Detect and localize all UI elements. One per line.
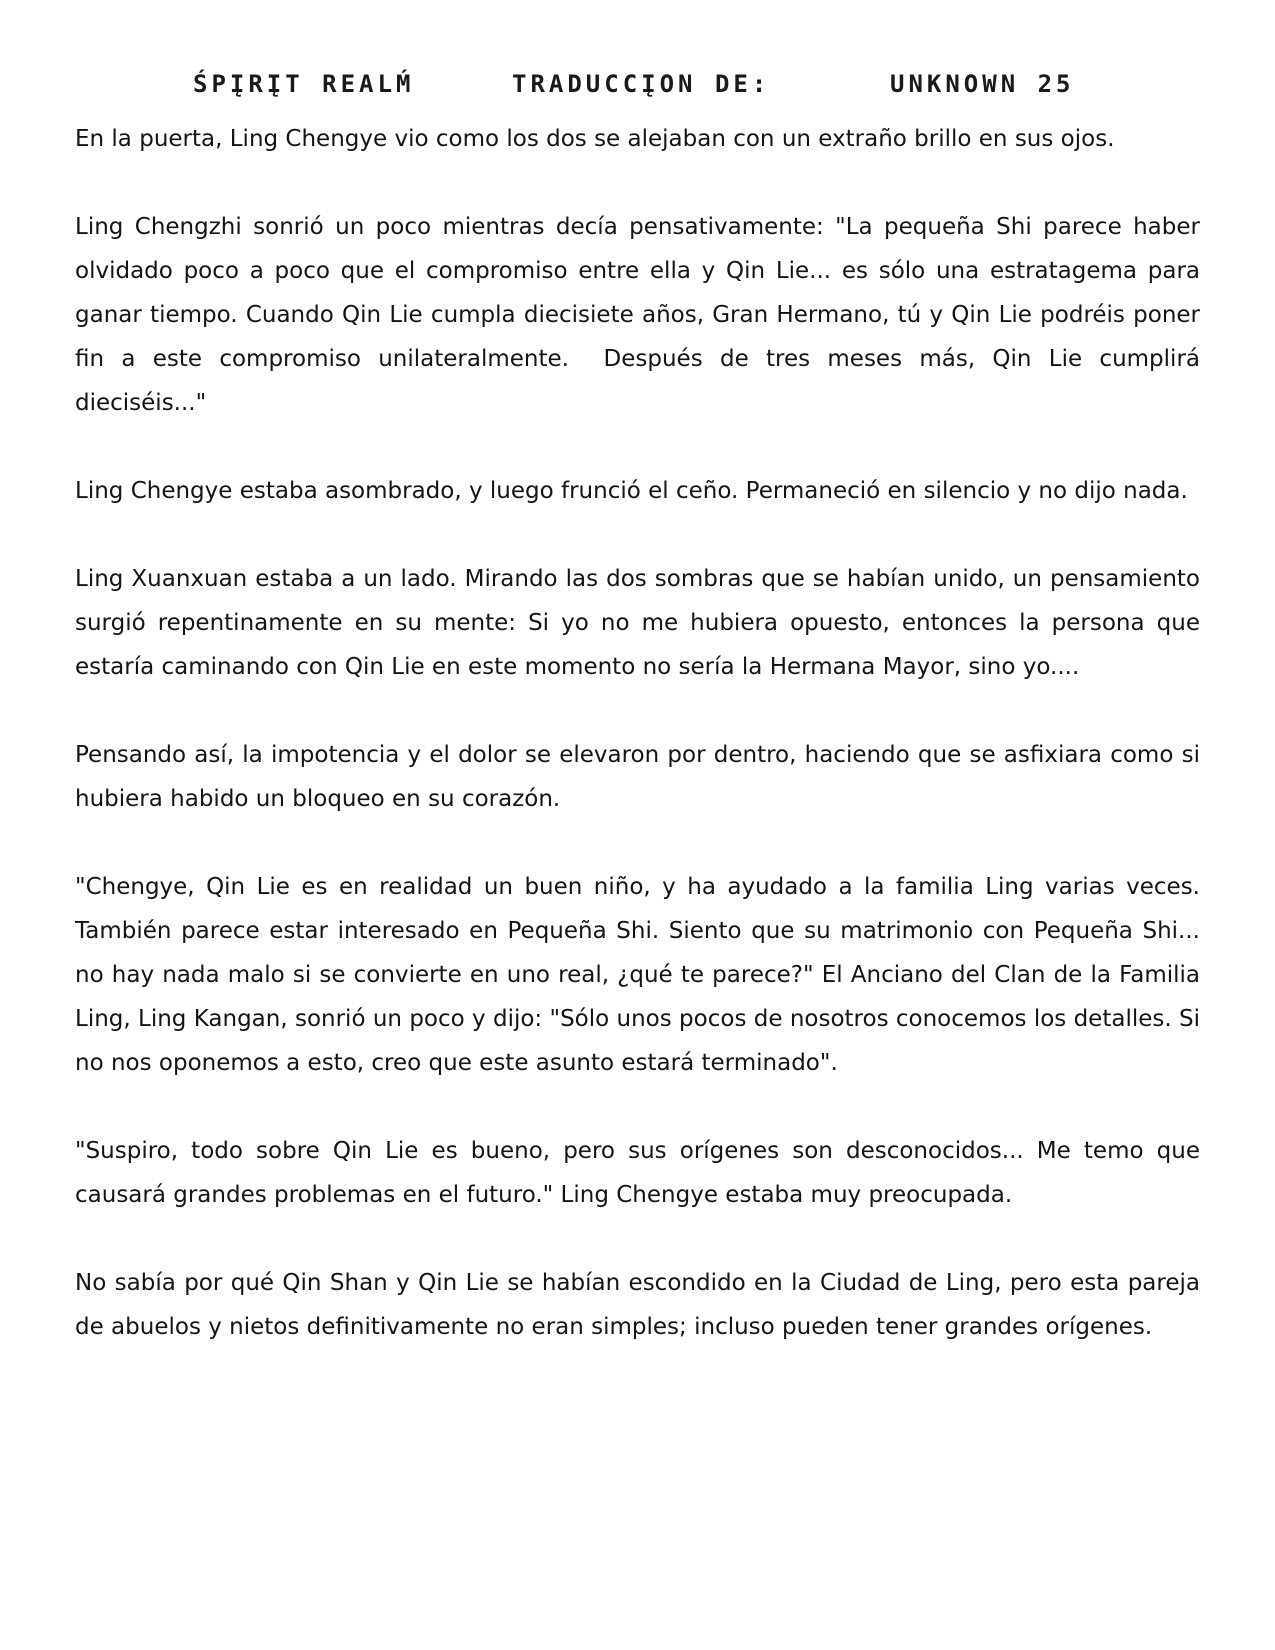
page-header: [0, 70, 1275, 110]
header-title: ŚPĮRĮT REALḾ: [193, 70, 415, 98]
paragraph: Ling Xuanxuan estaba a un lado. Mirando las dos sombras que se habían unido, un pensamiento surgió repentinamente en su mente: Si yo no me hubiera opuesto, entonces la persona que estaría caminando con Qin Lie en este momento no sería la Hermana Mayor, sino yo....: [75, 566, 1208, 680]
document-body: [75, 117, 1208, 1393]
paragraph: Ling Chengzhi sonrió un poco mientras decía pensativamente: "La pequeña Shi parece haber olvidado poco a poco que el compromiso entre ella y Qin Lie... es sólo una estratagema para ganar tiempo. Cuando Qin Lie cumpla diecisiete años, Gran Hermano, tú y Qin Lie podréis poner fin a este compromiso unilateralmente. Después de tres meses más, Qin Lie cumplirá dieciséis...": [75, 214, 1208, 416]
paragraph: "Suspiro, todo sobre Qin Lie es bueno, pero sus orígenes son desconocidos... Me temo que causará grandes problemas en el futuro." Ling Chengye estaba muy preocupada.: [75, 1138, 1208, 1208]
paragraph: En la puerta, Ling Chengye vio como los dos se alejaban con un extraño brillo en sus ojos.: [75, 126, 1115, 152]
header-translator-name: UNKNOWN 25: [890, 70, 1075, 98]
paragraph: "Chengye, Qin Lie es en realidad un buen niño, y ha ayudado a la familia Ling varias veces. También parece estar interesado en Pequeña Shi. Siento que su matrimonio con Pequeña Shi... no hay nada malo si se convierte en uno real, ¿qué te parece?" El Anciano del Clan de la Familia Ling, Ling Kangan, sonrió un poco y dijo: "Sólo unos pocos de nosotros conocemos los detalles. Si no nos oponemos a esto, creo que este asunto estará terminado".: [75, 874, 1208, 1076]
paragraph: No sabía por qué Qin Shan y Qin Lie se habían escondido en la Ciudad de Ling, pero esta pareja de abuelos y nietos definitivamente no eran simples; incluso pueden tener grandes orígenes.: [75, 1270, 1208, 1340]
header-translation-label: TRADUCCĮON DE:: [512, 70, 771, 98]
paragraph: Pensando así, la impotencia y el dolor se elevaron por dentro, haciendo que se asfixiara como si hubiera habido un bloqueo en su corazón.: [75, 742, 1208, 812]
paragraph: Ling Chengye estaba asombrado, y luego frunció el ceño. Permaneció en silencio y no dijo nada.: [75, 478, 1188, 504]
